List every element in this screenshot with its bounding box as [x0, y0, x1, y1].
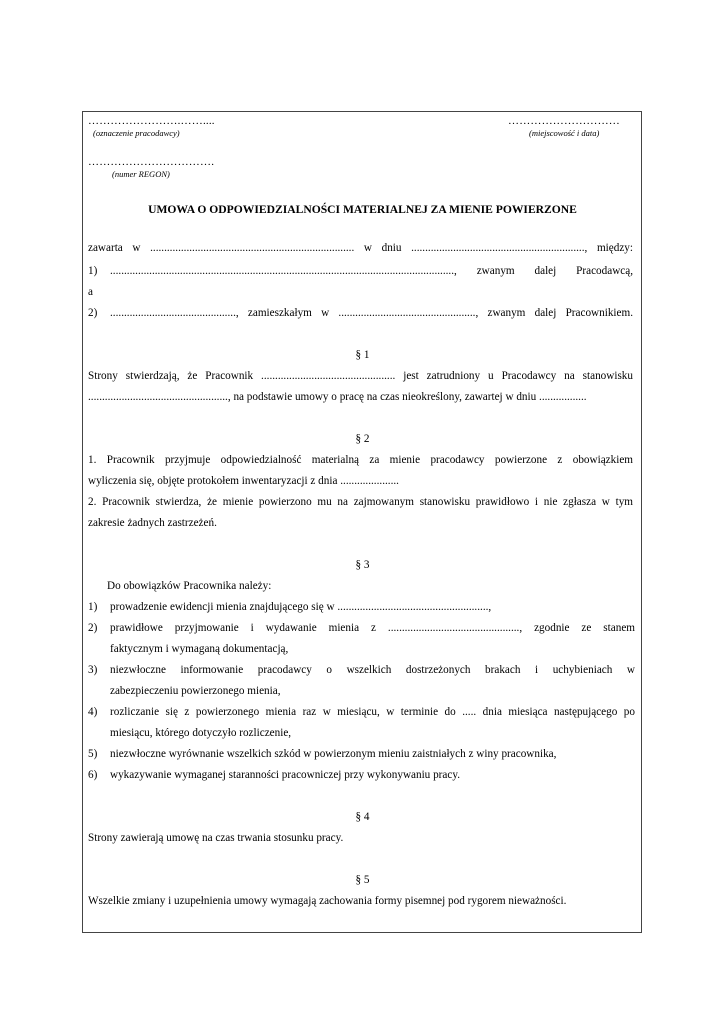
section-2-p2-line-2: zakresie żadnych zastrzeżeń. — [88, 517, 217, 529]
duty-3-text-line-2: zabezpieczeniu powierzonego mienia, — [110, 685, 281, 697]
duty-3-text-line-1: niezwłoczne informowanie pracodawcy o wszelkich dostrzeżonych brakach i uchybieniach w — [110, 664, 635, 676]
section-1-heading: § 1 — [355, 349, 370, 361]
section-1-line-1: Strony stwierdzają, że Pracownik ................................................ jest zatrudniony u Pracodawcy na stanowisku — [88, 370, 633, 382]
regon-caption: (numer REGON) — [112, 169, 170, 179]
duty-2-text-line-1: prawidłowe przyjmowanie i wydawanie mienia z ..............................................., zgodnie ze stanem — [110, 622, 635, 634]
section-3-heading: § 3 — [355, 559, 370, 571]
duty-5-number: 5) — [88, 748, 98, 760]
regon-dots: ……………………………. — [88, 156, 215, 168]
duty-4-text-line-2: miesiącu, którego dotyczyło rozliczenie, — [110, 727, 292, 739]
duty-2-number: 2) — [88, 622, 98, 634]
party1-number: 1) — [88, 265, 98, 277]
duty-3-number: 3) — [88, 664, 98, 676]
duty-6-number: 6) — [88, 769, 98, 781]
section-2-p1-line-2: wyliczenia się, objęte protokołem inwentaryzacji z dnia ..................... — [88, 475, 399, 487]
duty-2-text-line-2: faktycznym i wymaganą dokumentacją, — [110, 643, 289, 655]
party2-number: 2) — [88, 307, 98, 319]
duty-6-text: wykazywanie wymaganej staranności pracowniczej przy wykonywaniu pracy. — [110, 769, 460, 781]
intro-line: zawarta w ......................................................................... w dniu .............................................................., między: — [88, 242, 633, 254]
section-4-heading: § 4 — [355, 811, 370, 823]
section-4-text: Strony zawierają umowę na czas trwania stosunku pracy. — [88, 832, 344, 844]
section-5-heading: § 5 — [355, 874, 370, 886]
section-3-intro: Do obowiązków Pracownika należy: — [107, 580, 272, 592]
duty-1-text: prowadzenie ewidencji mienia znajdującego się w ......................................................, — [110, 601, 492, 613]
employer-dots: …………………….…….... — [88, 115, 215, 127]
duty-5-text: niezwłoczne wyrównanie wszelkich szkód w powierzonym mieniu zaistniałych z winy pracownika, — [110, 748, 557, 760]
document-title: UMOWA O ODPOWIEDZIALNOŚCI MATERIALNEJ ZA MIENIE POWIERZONE — [148, 203, 577, 216]
section-2-p1-line-1: 1. Pracownik przyjmuje odpowiedzialność materialną za mienie pracodawcy powierzone z obowiązkiem — [88, 454, 633, 466]
place-date-caption: (miejscowość i data) — [529, 128, 600, 138]
place-date-dots: ………………………… — [508, 115, 620, 127]
duty-4-text-line-1: rozliczanie się z powierzonego mienia raz w miesiącu, w terminie do ..... dnia miesiąca następującego po — [110, 706, 635, 718]
duty-4-number: 4) — [88, 706, 98, 718]
party1-text: ..........................................................................................................................., zwanym dalej Pracodawcą, — [110, 265, 633, 277]
duty-1-number: 1) — [88, 601, 98, 613]
section-2-heading: § 2 — [355, 433, 370, 445]
section-2-p2-line-1: 2. Pracownik stwierdza, że mienie powierzono mu na zajmowanym stanowisku prawidłowo i nie zgłasza w tym — [88, 496, 633, 508]
and-conjunction: a — [88, 286, 93, 298]
section-5-text: Wszelkie zmiany i uzupełnienia umowy wymagają zachowania formy pisemnej pod rygorem nieważności. — [88, 895, 567, 907]
employer-caption: (oznaczenie pracodawcy) — [93, 128, 180, 138]
party2-text: ............................................., zamieszkałym w ................................................., zwanym dalej Pracownikiem. — [110, 307, 633, 319]
section-1-line-2: .................................................., na podstawie umowy o pracę na czas nieokreślony, zawartej w dniu ................. — [88, 391, 587, 403]
